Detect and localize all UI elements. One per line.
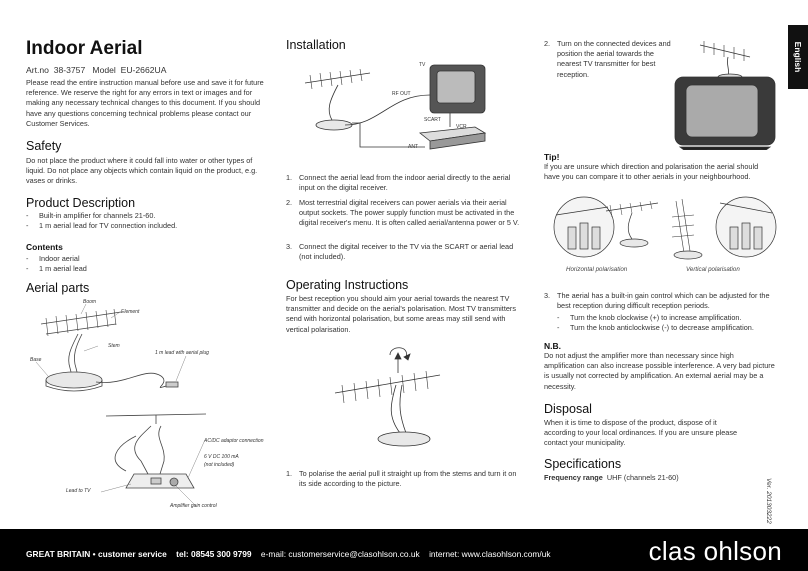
list-item-text: Turn the knob clockwise (+) to increase amplification. — [570, 313, 742, 322]
spec-value: UHF (channels 21-60) — [606, 473, 679, 482]
label-gain-control: Amplifier gain control — [170, 503, 217, 509]
aerial-parts-illustration — [26, 296, 276, 516]
disposal-heading: Disposal — [544, 402, 592, 416]
list-item-text: Most terrestrial digital receivers can power aerials via their aerial output sockets. The power supply function must be activated in the digital receiver's menu. It is often called aerial/antenna power or 5 V. — [299, 198, 520, 228]
label-element: Element — [121, 309, 140, 315]
list-item-text: Turn the knob anticlockwise (-) to decrease amplification. — [570, 323, 754, 332]
label-base: Base — [30, 357, 42, 363]
intro-text: Please read the entire instruction manual before use and save it for future reference. We reserve the right for any errors in text or images and for making any necessary technical changes to this document. If you should have any questions concerning technical problems please contact our Customer Services. — [26, 78, 264, 128]
product-description-heading: Product Description — [26, 196, 136, 210]
list-item: 3. Connect the digital receiver to the TV via the SCART or aerial lead (not included). — [286, 242, 522, 262]
version-label: Ver. 201303222 — [765, 478, 772, 524]
label-not-included: (not included) — [204, 462, 235, 468]
list-item: 1. Connect the aerial lead from the indoor aerial directly to the aerial input on the digital receiver. — [286, 173, 522, 193]
label-tv: TV — [419, 62, 426, 68]
tv-aerial-illustration — [670, 35, 780, 150]
page-title: Indoor Aerial — [26, 38, 143, 59]
footer-country: GREAT BRITAIN • customer service — [26, 549, 167, 559]
aerial-parts-heading: Aerial parts — [26, 281, 90, 295]
language-tab-label: English — [793, 41, 803, 73]
label-adaptor-rating: 6 V DC 100 mA — [204, 454, 239, 460]
footer-tel: tel: 08545 300 9799 — [176, 549, 252, 559]
safety-text: Do not place the product where it could fall into water or other types of liquid. Do not place any objects which contain liquid on the product, e.g. vases or drinks. — [26, 156, 258, 186]
specifications-heading: Specifications — [544, 457, 622, 471]
list-item-text: 1 m aerial lead — [39, 264, 87, 273]
tip-heading: Tip! — [544, 152, 560, 162]
list-item-text: Connect the aerial lead from the indoor aerial directly to the aerial input on the digital receiver. — [299, 173, 511, 193]
list-item-text: To polarise the aerial pull it straight up from the stems and turn it on its side according to the picture. — [299, 469, 517, 489]
operating-heading: Operating Instructions — [286, 278, 409, 292]
footer — [0, 529, 808, 571]
label-rf-out: RF OUT — [392, 91, 411, 97]
installation-heading: Installation — [286, 38, 346, 52]
nb-heading: N.B. — [544, 341, 561, 351]
safety-heading: Safety — [26, 139, 62, 153]
language-tab — [788, 25, 808, 89]
footer-contact — [26, 549, 551, 559]
list-item: - 1 m aerial lead for TV connection included. — [26, 221, 266, 231]
list-item-text: Connect the digital receiver to the TV via the SCART or aerial lead (not included). — [299, 242, 514, 262]
polarise-illustration — [330, 345, 480, 455]
spec-label: Frequency range — [544, 473, 603, 482]
label-ant: ANT — [408, 144, 418, 150]
polarisation-illustration — [548, 193, 780, 265]
installation-illustration — [300, 55, 505, 165]
label-vcr: VCR — [456, 124, 467, 130]
brand-logo: clas ohlson — [648, 536, 782, 566]
tip-text: If you are unsure which direction and polarisation the aerial should have you can compare it to other aerials in your neighbourhood. — [544, 162, 759, 182]
list-item-text: Built-in amplifier for channels 21-60. — [39, 211, 156, 220]
list-item-text: Turn on the connected devices and position the aerial towards the nearest TV transmitter for best reception. — [557, 39, 671, 79]
disposal-text: When it is time to dispose of the product, dispose of it according to your local ordinances. If you are unsure please contact your municipality. — [544, 418, 738, 448]
footer-web[interactable]: internet: www.clasohlson.com/uk — [429, 549, 551, 559]
list-item: 2. Turn on the connected devices and position the aerial towards the nearest TV transmitter for best reception. — [544, 39, 671, 79]
label-boom: Boom — [83, 299, 97, 305]
footer-email[interactable]: e-mail: customerservice@clasohlson.co.uk — [260, 549, 420, 559]
list-item: - 1 m aerial lead — [26, 264, 226, 274]
label-adaptor: AC/DC adaptor connection — [204, 438, 264, 444]
list-item: - Turn the knob anticlockwise (-) to decrease amplification. — [557, 323, 777, 333]
list-item: - Indoor aerial — [26, 254, 226, 264]
operating-text: For best reception you should aim your aerial towards the nearest TV transmitter and decide on the aerial's polarisation. Most TV transmitters send with horizontal polarisation, but some areas may still send with vertical polarisation. — [286, 294, 516, 334]
list-item: 1. To polarise the aerial pull it straight up from the stems and turn it on its side according to the picture. — [286, 469, 522, 489]
list-item-text: Indoor aerial — [39, 254, 80, 263]
label-stem: Stem — [108, 343, 120, 349]
art-number: Art.no 38-3757 Model EU-2662UA — [26, 65, 167, 75]
list-item-text: 1 m aerial lead for TV connection included. — [39, 221, 178, 230]
nb-text: Do not adjust the amplifier more than necessary since high amplification can also increase possible interference. A very bad picture is usually not corrected by amplification. An external aerial may be a necessity. — [544, 351, 775, 391]
label-scart: SCART — [424, 117, 441, 123]
list-item: 3. The aerial has a built-in gain control which can be adjusted for the best reception during difficult reception periods. — [544, 291, 776, 311]
list-item: - Built-in amplifier for channels 21-60. — [26, 211, 266, 221]
label-lead-to-tv: Lead to TV — [66, 488, 91, 494]
specifications-row — [544, 473, 774, 483]
horizontal-polarisation-caption: Horizontal polarisation — [566, 266, 628, 273]
list-item: 2. Most terrestrial digital receivers can power aerials via their aerial output sockets. The power supply function must be activated in the digital receiver's menu. It is often called aerial/antenna power or 5 V. — [286, 198, 522, 229]
label-lead-with-plug: 1 m lead with aerial plug — [155, 350, 209, 356]
list-item-text: The aerial has a built-in gain control which can be adjusted for the best reception during difficult reception periods. — [557, 291, 770, 311]
vertical-polarisation-caption: Vertical polarisation — [686, 266, 740, 273]
list-item: - Turn the knob clockwise (+) to increase amplification. — [557, 313, 777, 323]
contents-heading: Contents — [26, 242, 63, 252]
